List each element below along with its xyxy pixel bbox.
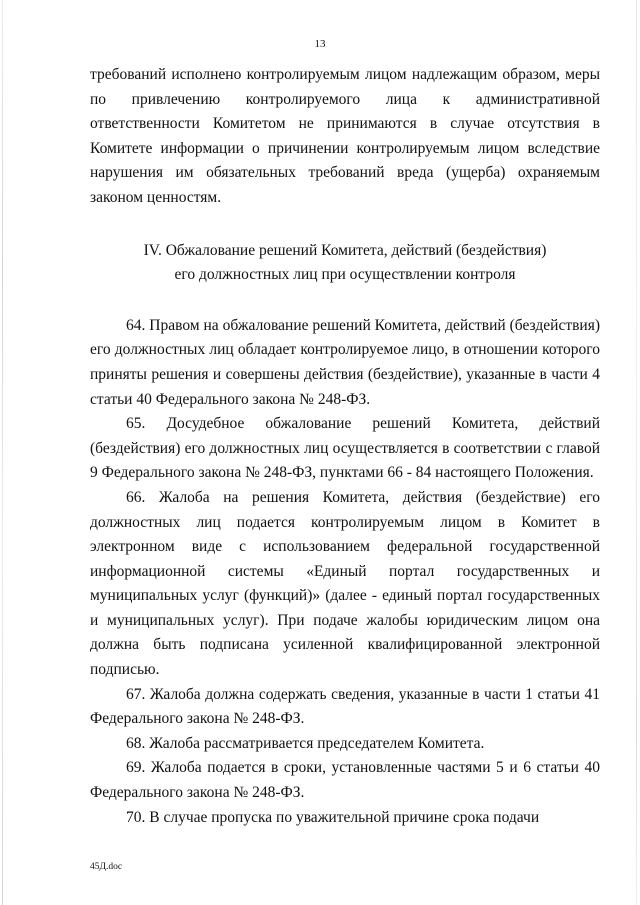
page-number: 13 (314, 38, 326, 50)
paragraph-67: 67. Жалоба должна содержать сведения, указанные в части 1 статьи 41 Федерального закона № 248-ФЗ. (90, 685, 600, 728)
footer-filename: 45Д.doc (90, 862, 123, 872)
paragraph-64: 64. Правом на обжалование решений Комитета, действий (бездействия) его должностных лиц обладает контролируемое лицо, в отношении которого приняты решения и совершены действия (бездействие), указанные в части 4 статьи 40 Федерального закона № 248-ФЗ. (90, 316, 600, 408)
document-body (90, 63, 600, 830)
section-heading-line-1: IV. Обжалование решений Комитета, действий (бездействия) (143, 241, 547, 259)
paragraph-65: 65. Досудебное обжалование решений Комитета, действий (бездействия) его должностных лиц осуществляется в соответствии с главой 9 Федерального закона № 248-ФЗ, пунктами 66 - 84 настоящего Положения. (90, 415, 600, 482)
paragraph-69: 69. Жалоба подается в сроки, установленные частями 5 и 6 статьи 40 Федерального закона № 248-ФЗ. (90, 759, 600, 802)
section-heading-line-2: его должностных лиц при осуществлении контроля (174, 266, 516, 284)
paragraph-68: 68. Жалоба рассматривается председателем Комитета. (126, 734, 485, 752)
paragraph-66: 66. Жалоба на решения Комитета, действия (бездействие) его должностных лиц подается контролируемым лицом в Комитет в электронном виде с использованием федеральной государственной информационной системы «Единый портал государственных и муниципальных услуг (функций)» (далее - единый портал государственных и муниципальных услуг). При подаче жалобы юридическим лицом она должна быть подписана усиленной квалифицированной электронной подписью. (90, 488, 600, 679)
scan-edge-right (636, 0, 637, 905)
section-heading (90, 239, 600, 288)
paragraph-70: 70. В случае пропуска по уважительной причине срока подачи (126, 808, 540, 826)
continued-paragraph: требований исполнено контролируемым лицом надлежащим образом, меры по привлечению контролируемого лица к административной ответственности Комитетом не принимаются в случае отсутствия в Комитете информации о причинении контролируемым лицом вследствие нарушения им обязательных требований вреда (ущерба) охраняемым законом ценностям. (90, 66, 600, 206)
scan-edge-left (2, 0, 3, 905)
